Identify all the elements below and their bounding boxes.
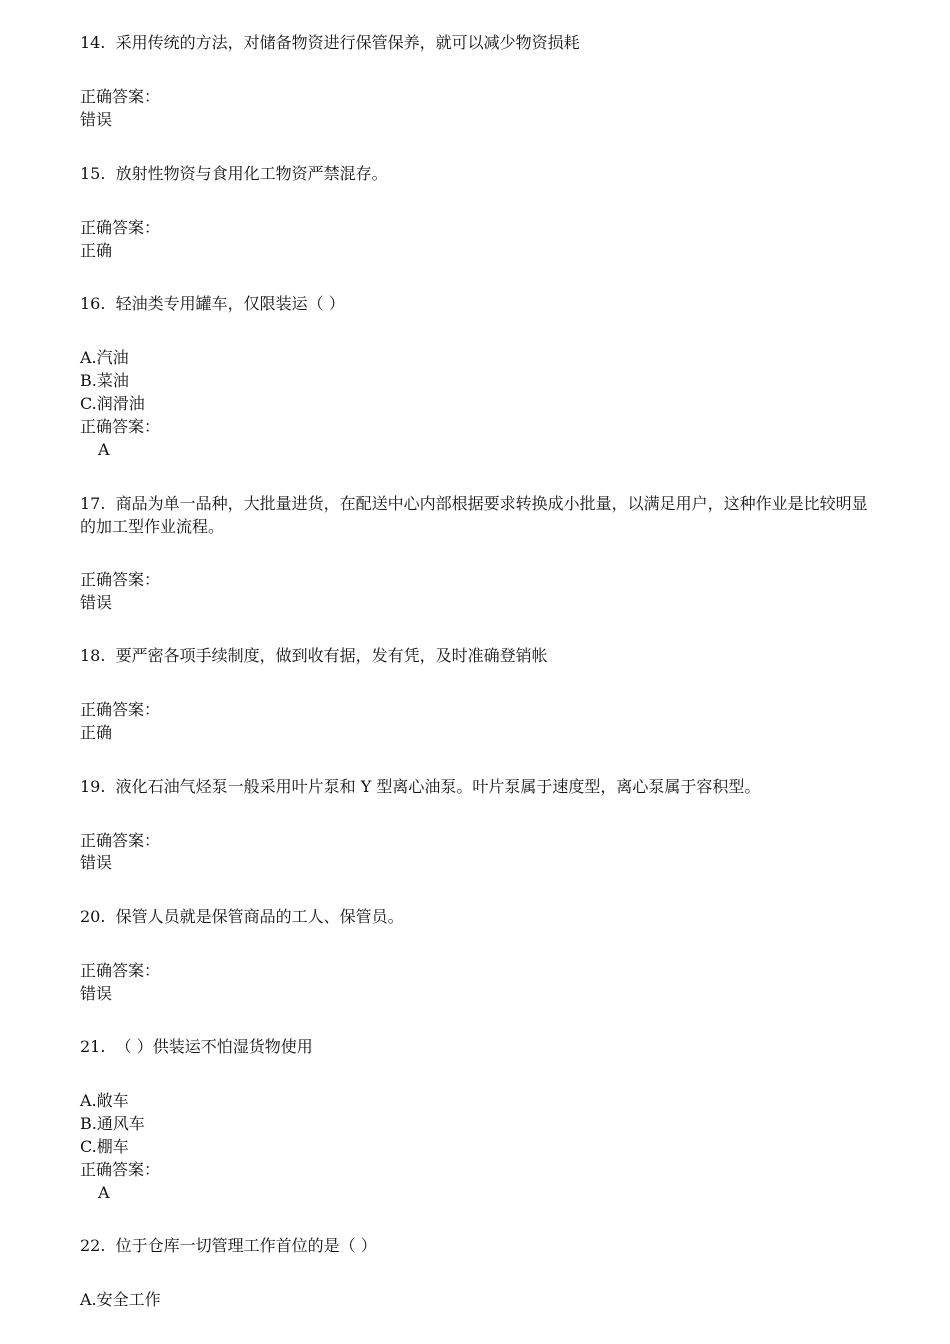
- answer-value: 正确: [80, 723, 113, 742]
- answer-value: 错误: [80, 853, 113, 872]
- question-number: 14.: [80, 33, 106, 52]
- question-14: [80, 32, 580, 54]
- question-number: 17.: [80, 494, 106, 513]
- answer-label: 正确答案：: [80, 87, 161, 106]
- answer-value: 错误: [80, 110, 113, 129]
- question-20: [80, 906, 404, 928]
- answer-label: 正确答案：: [80, 700, 161, 719]
- question-number: 15.: [80, 164, 106, 183]
- option-b: B.菜油: [80, 371, 129, 390]
- option-a: A.敞车: [80, 1091, 129, 1110]
- option-a: A.安全工作: [80, 1290, 161, 1309]
- answer-value: A: [98, 1183, 110, 1202]
- question-17: [80, 492, 880, 538]
- question-text: （ ）供装运不怕湿货物使用: [115, 1037, 313, 1056]
- question-15: [80, 163, 388, 185]
- question-text: 要严密各项手续制度，做到收有据，发有凭，及时准确登销帐: [115, 646, 548, 665]
- question-number: 21.: [80, 1037, 106, 1056]
- question-21: [80, 1036, 313, 1058]
- question-19: [80, 776, 760, 798]
- question-text: 位于仓库一切管理工作首位的是（ ）: [115, 1236, 377, 1255]
- option-b: B.通风车: [80, 1114, 145, 1133]
- question-number: 19.: [80, 777, 106, 796]
- question-number: 22.: [80, 1236, 106, 1255]
- question-22: [80, 1235, 377, 1257]
- answer-value: 错误: [80, 984, 113, 1003]
- option-c: C.棚车: [80, 1137, 129, 1156]
- answer-label: 正确答案：: [80, 1160, 161, 1179]
- option-c: C.润滑油: [80, 394, 145, 413]
- answer-label: 正确答案：: [80, 831, 161, 850]
- question-16: [80, 293, 345, 315]
- answer-value: A: [98, 440, 110, 459]
- question-number: 16.: [80, 294, 106, 313]
- question-text: 放射性物资与食用化工物资严禁混存。: [115, 164, 388, 183]
- question-number: 20.: [80, 907, 106, 926]
- answer-value: 正确: [80, 241, 113, 260]
- question-text: 采用传统的方法，对储备物资进行保管保养，就可以减少物资损耗: [115, 33, 580, 52]
- answer-label: 正确答案：: [80, 417, 161, 436]
- question-text: 商品为单一品种，大批量进货，在配送中心内部根据要求转换成小批量，以满足用户，这种作业是比较明显的加工型作业流程。: [80, 494, 868, 536]
- option-a: A.汽油: [80, 348, 129, 367]
- question-text: 轻油类专用罐车，仅限装运（ ）: [115, 294, 345, 313]
- answer-label: 正确答案：: [80, 961, 161, 980]
- question-number: 18.: [80, 646, 106, 665]
- question-18: [80, 645, 548, 667]
- question-text: 保管人员就是保管商品的工人、保管员。: [115, 907, 404, 926]
- answer-label: 正确答案：: [80, 218, 161, 237]
- answer-label: 正确答案：: [80, 570, 161, 589]
- question-text: 液化石油气烃泵一般采用叶片泵和 Y 型离心油泵。叶片泵属于速度型，离心泵属于容积型。: [115, 777, 761, 796]
- answer-value: 错误: [80, 593, 113, 612]
